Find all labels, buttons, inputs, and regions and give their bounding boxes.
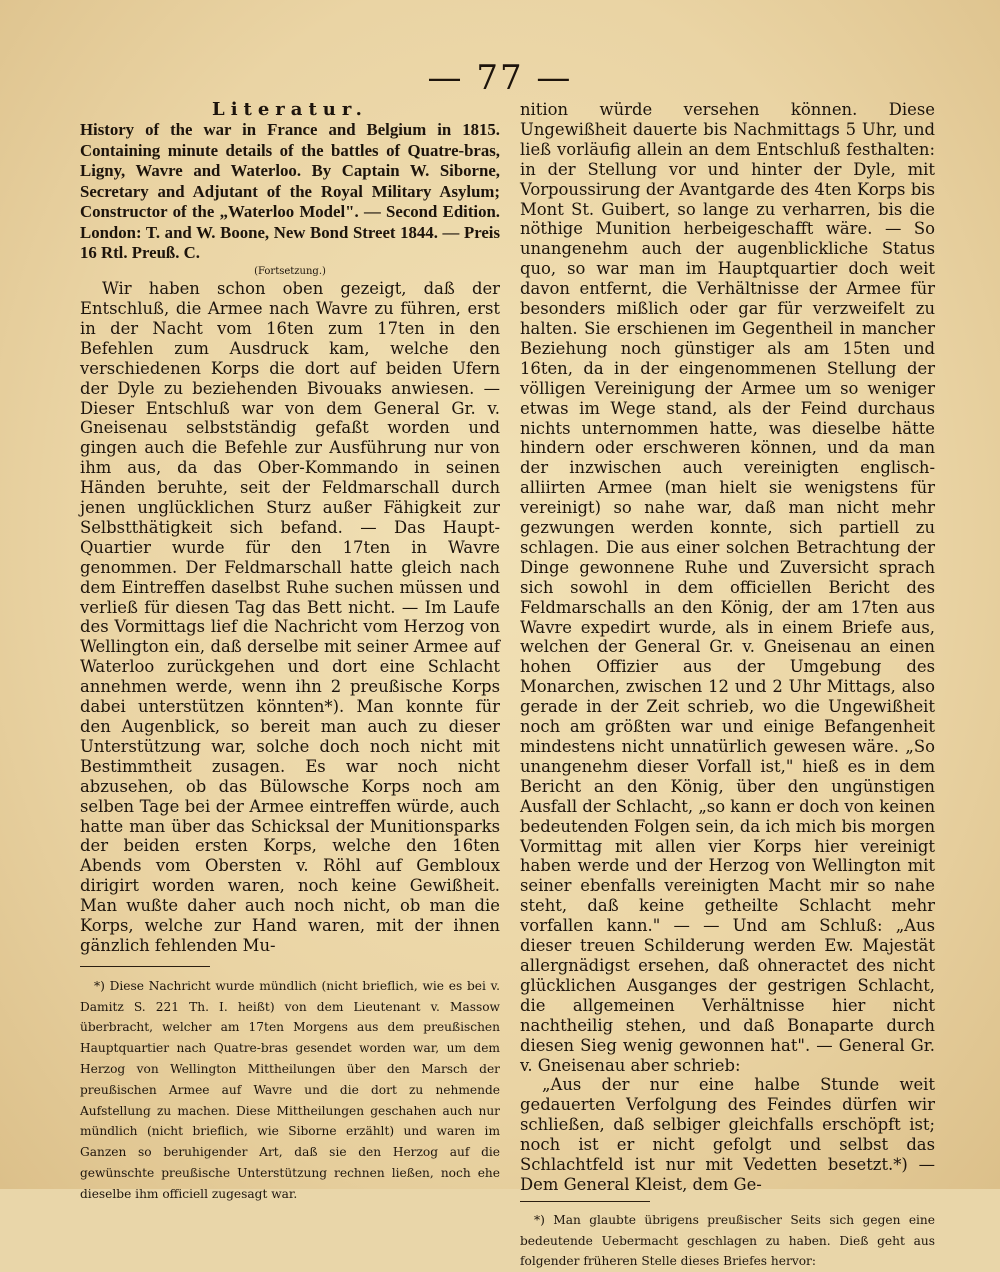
right-body-text: nition würde versehen können. Diese Ungewißheit dauerte bis Nachmittags 5 Uhr, und ließ vorläufig allein an dem Entschluß festhalten: in der Stellung vor und hinter der Dyle, mit Vorpoussirung der Avantgarde des 4ten Korps bis Mont St. Guibert, so lange zu verharren, bis die nöthige Munition herbeigeschafft wäre. — So unangenehm auch der augenblickliche Status quo, so war man im Hauptquartier doch weit davon entfernt, die Verhältnisse der Armee für besonders mißlich oder gar für verzweifelt zu halten. Sie erschienen im Gegentheil in mancher Beziehung noch günstiger als am 15ten und 16ten, da in der eingenommenen Stellung der völligen Vereinigung der Armee um so weniger etwas im Wege stand, als der Feind durchaus nichts unternommen hatte, was dieselbe hätte hindern oder erschweren können, und da man der inzwischen auch vereinigten englisch-alliirten Armee (man hielt sie wenigstens für vereinigt) so nahe war, daß man nicht mehr gezwungen werden konnte, sich partiell zu schlagen. Die aus einer solchen Betrachtung der Dinge gewonnene Ruhe und Zuversicht sprach sich sowohl in dem officiellen Bericht des Feldmarschalls an den König, der am 17ten aus Wavre expedirt wurde, als in einem Briefe aus, welchen der General Gr. v. Gneisenau an einen hohen Offizier aus der Umgebung des Monarchen, zwischen 12 und 2 Uhr Mittags, also gerade in der Zeit schrieb, wo die Ungewißheit noch am größten war und einige Befangenheit mindestens nicht unnatürlich gewesen wäre. „So unangenehm dieser Vorfall ist," hieß es in dem Bericht an den König, über den ungünstigen Ausfall der Schlacht, „so kann er doch von keinen bedeutenden Folgen sein, da ich mich bis morgen Vormittag mit allen vier Korps hier vereinigt haben werde und der Herzog von Wellington mit seiner ebenfalls vereinigten Macht mir so nahe steht, daß keine getheilte Schlacht mehr vorfallen kann." — — Und am Schluß: „Aus dieser treuen Schilderung werden Ew. Majestät allergnädigst ersehen, daß ohneractet des nicht glücklichen Ausganges der gestrigen Schlacht, die allgemeinen Verhältnisse hier nicht nachtheilig stehen, und daß Bonaparte durch diesen Sieg wenig gewonnen hat". — General Gr. v. Gneisenau aber schrieb:: [520, 100, 935, 1075]
footnote-rule-left: [80, 966, 210, 967]
book-title: History of the war in France and Belgium in 1815. Containing minute details of the battles of Quatre-bras, Ligny, Wavre and Waterloo. By Captain W. Siborne, Secretary and Adjutant of the Royal Military Asylum; Constructor of the „Waterloo Model". — Second Edition. London: T. and W. Boone, New Bond Street 1844. — Preis 16 Rtl. Preuß. C.: [80, 119, 500, 263]
left-body-text: Wir haben schon oben gezeigt, daß der Entschluß, die Armee nach Wavre zu führen, erst in der Nacht vom 16ten zum 17ten in den Befehlen zum Ausdruck kam, welche den verschiedenen Korps die dort auf beiden Ufern der Dyle zu beziehenden Bivouaks anwiesen. — Dieser Entschluß war von dem General Gr. v. Gneisenau selbstständig gefaßt worden und gingen auch die Befehle zur Ausführung nur von ihm aus, da das Ober-Kommando in seinen Händen beruhte, seit der Feldmarschall durch jenen unglücklichen Sturz außer Fähigkeit zur Selbstthätigkeit sich befand. — Das Haupt-Quartier wurde für den 17ten in Wavre genommen. Der Feldmarschall hatte gleich nach dem Eintreffen daselbst Ruhe suchen müssen und verließ für diesen Tag das Bett nicht. — Im Laufe des Vormittags lief die Nachricht vom Herzog von Wellington ein, daß derselbe mit seiner Armee auf Waterloo zurückgehen und dort eine Schlacht annehmen werde, wenn ihn 2 preußische Korps dabei unterstützen könnten*). Man konnte für den Augenblick, so bereit man auch zu dieser Unterstützung war, solche doch noch nicht mit Bestimmtheit zusagen. Es war noch nicht abzusehen, ob das Bülowsche Korps noch am selben Tage bei der Armee eintreffen würde, auch hatte man über das Schicksal der Munitionsparks der beiden ersten Korps, welche den 16ten Abends vom Obersten v. Röhl auf Gembloux dirigirt worden waren, noch keine Gewißheit. Man wußte daher auch noch nicht, ob man die Korps, welche zur Hand waren, mit der ihnen gänzlich fehlenden Mu-: [80, 279, 500, 955]
gneisenau-quote: „Aus der nur eine halbe Stunde weit gedauerten Verfolgung des Feindes dürfen wir schließen, daß selbiger gleichfalls erschöpft ist; noch ist er nicht gefolgt und selbst das Schlachtfeld ist nur mit Vedetten besetzt.*) — Dem General Kleist, dem Ge-: [520, 1075, 935, 1194]
continuation-note: (Fortsetzung.): [254, 266, 326, 278]
right-column: [520, 100, 935, 1272]
right-footnote: *) Man glaubte übrigens preußischer Seits sich gegen eine bedeutende Uebermacht geschlagen zu haben. Dieß geht aus folgender früheren Stelle dieses Briefes hervor:: [520, 1212, 935, 1269]
left-footnote: *) Diese Nachricht wurde mündlich (nicht brieflich, wie es bei v. Damitz S. 221 Th. I. heißt) von dem Lieutenant v. Massow überbracht, welcher am 17ten Morgens aus dem preußischen Hauptquartier nach Quatre-bras gesendet worden war, um dem Herzog von Wellington Mittheilungen über den Marsch der preußischen Armee auf Wavre und die dort zu nehmende Aufstellung zu machen. Diese Mittheilungen geschahen auch nur mündlich (nicht brieflich, wie Siborne erzählt) und waren im Ganzen so beruhigender Art, daß sie den Herzog auf die gewünschte preußische Unterstützung rechnen ließen, noch ehe dieselbe ihm officiell zugesagt war.: [80, 978, 500, 1201]
footnote-rule-right: [520, 1201, 650, 1202]
section-heading: Literatur.: [212, 99, 368, 120]
left-column: [80, 100, 500, 1205]
page-number: — 77 —: [427, 58, 573, 98]
